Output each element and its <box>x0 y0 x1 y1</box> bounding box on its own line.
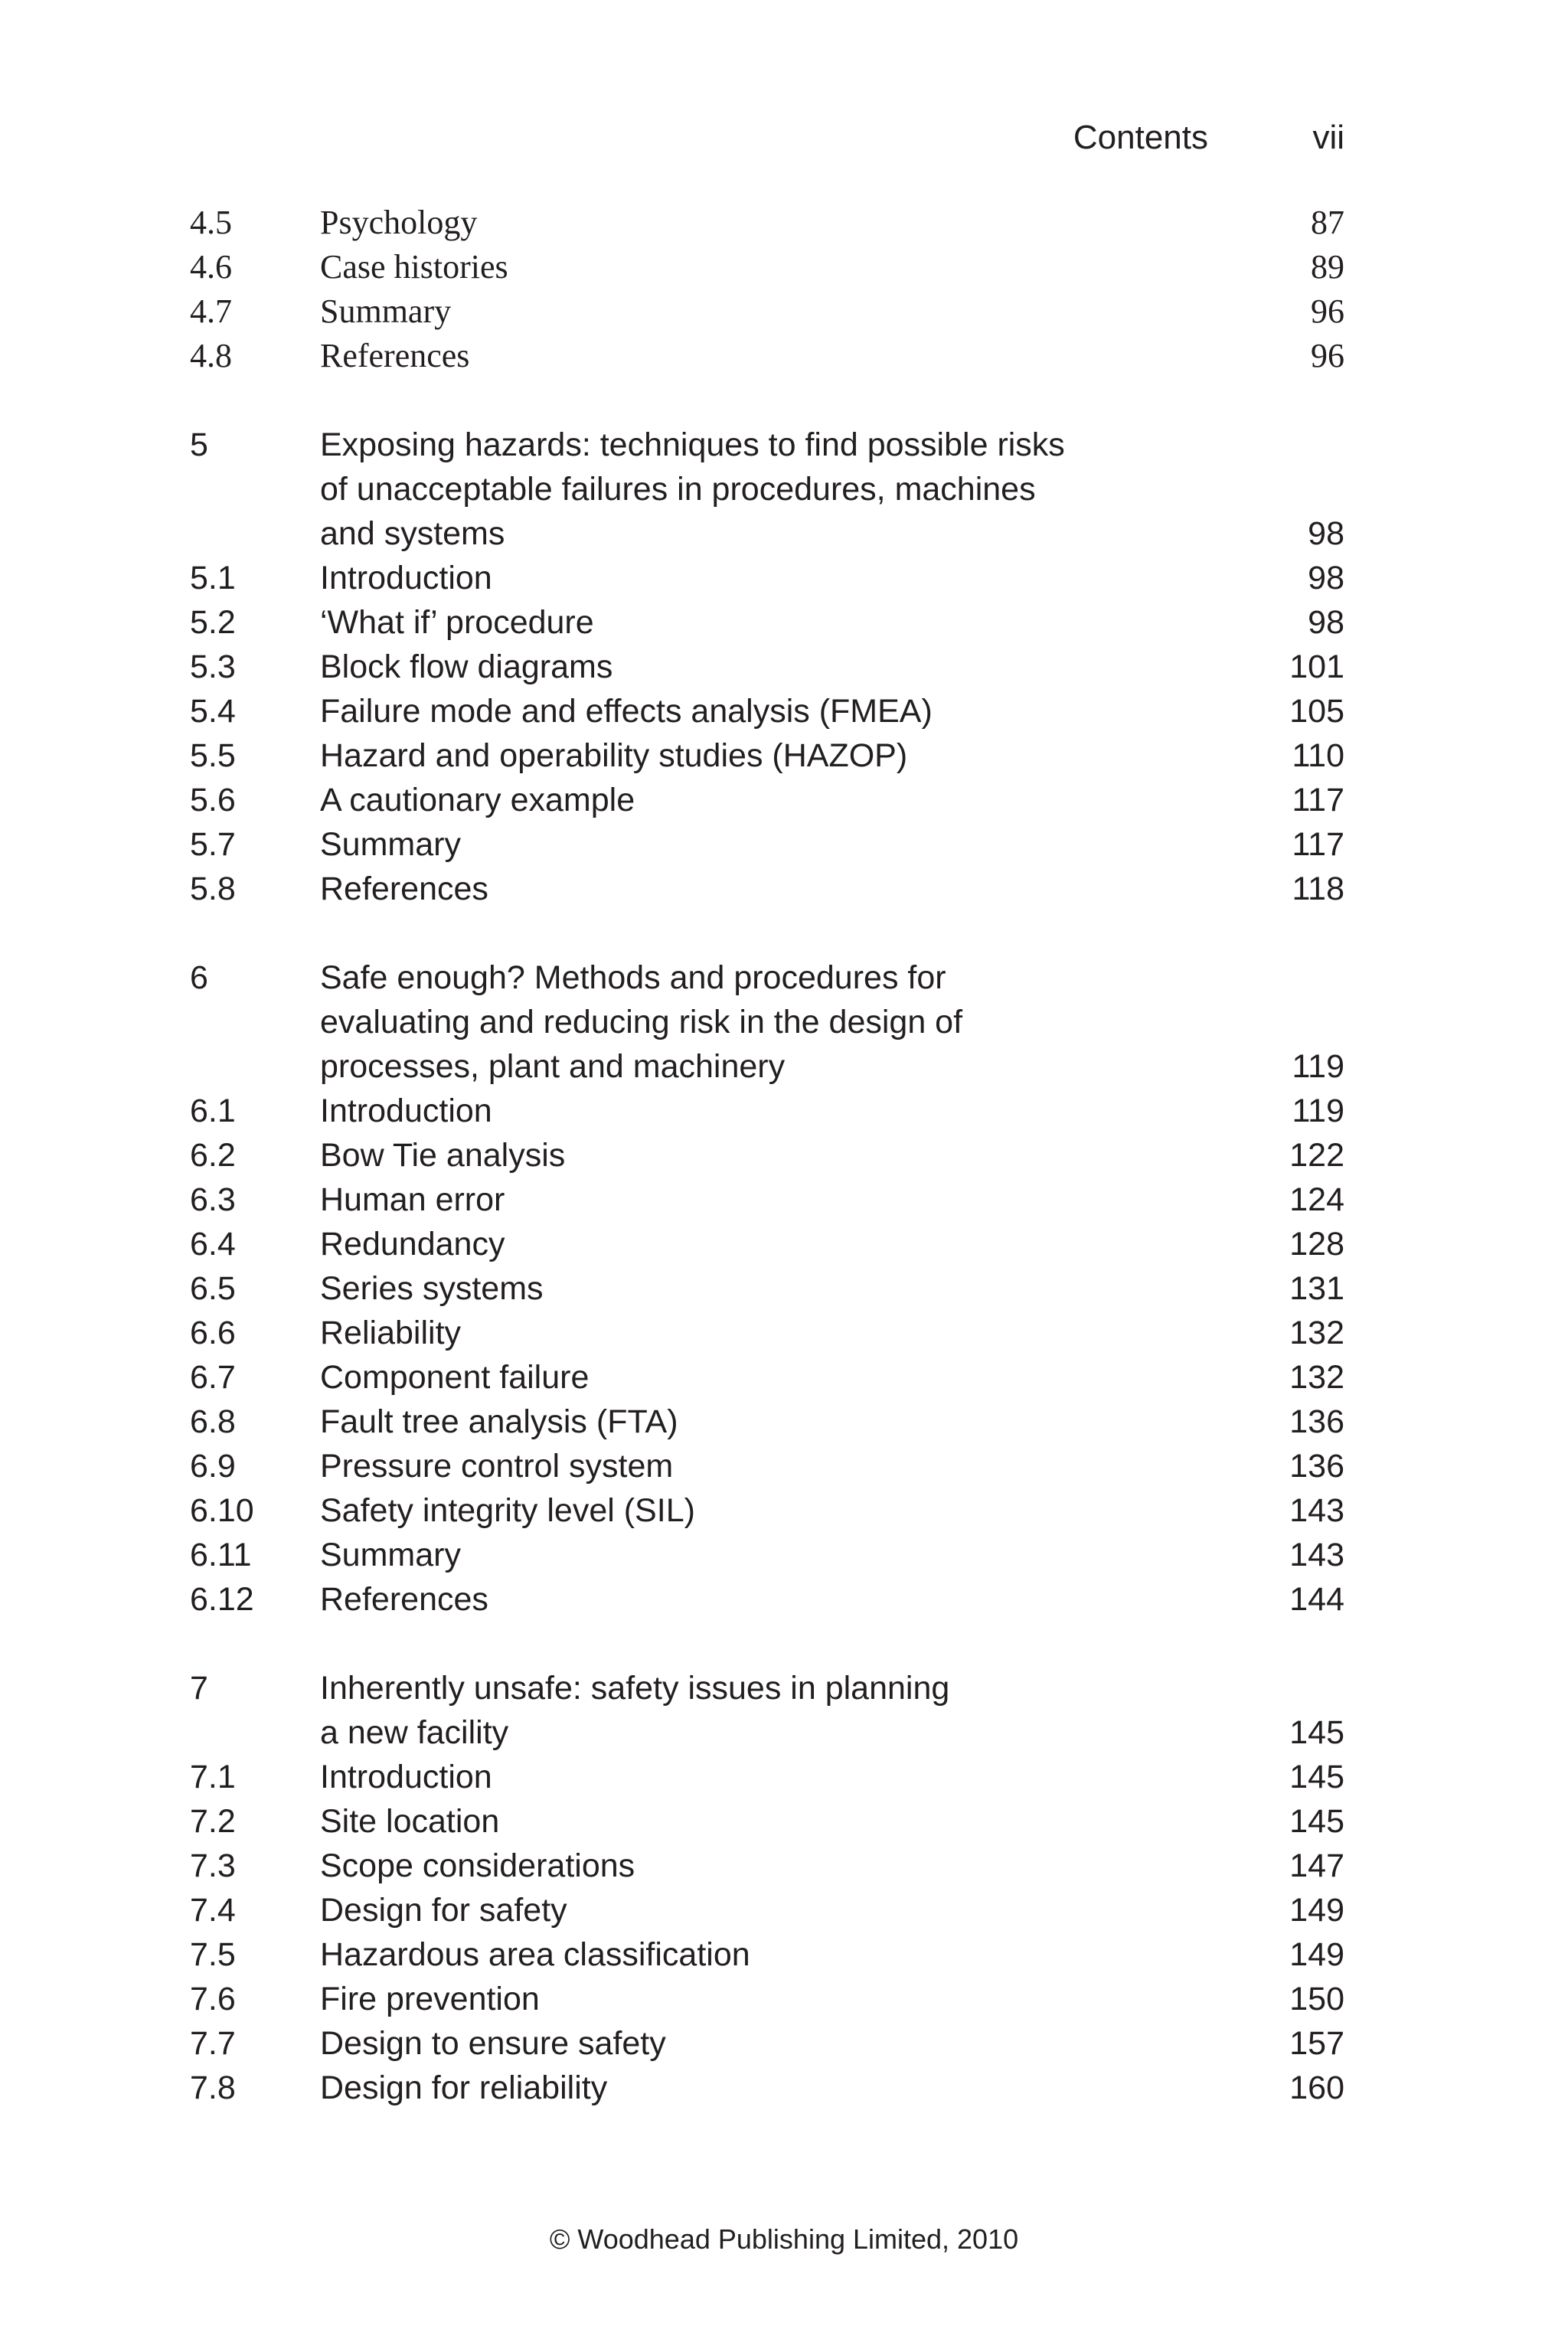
toc-section-row <box>0 1533 1568 1577</box>
toc-section-row <box>0 556 1568 600</box>
entry-title: Pressure control system <box>320 1448 674 1485</box>
header-page-number: vii <box>1312 119 1344 156</box>
entry-page: 132 <box>1289 1315 1344 1351</box>
toc-section-row <box>0 1577 1568 1622</box>
entry-title: Series systems <box>320 1270 544 1307</box>
toc-section-row <box>0 1311 1568 1355</box>
chapter-title-line <box>0 423 1568 467</box>
entry-title: Summary <box>320 1537 461 1573</box>
entry-title: Design for reliability <box>320 2069 608 2106</box>
toc-section-row <box>0 600 1568 645</box>
entry-number: 5 <box>190 426 208 463</box>
chapter-heading <box>0 956 1568 1089</box>
header-title: Contents <box>1073 119 1208 156</box>
entry-page: 117 <box>1292 826 1344 863</box>
toc-section-row <box>0 1400 1568 1444</box>
entry-title: Safe enough? Methods and procedures for <box>320 959 946 996</box>
entry-page: 128 <box>1289 1226 1344 1263</box>
entry-title: References <box>320 871 488 907</box>
entry-page: 117 <box>1292 782 1344 818</box>
entry-page: 122 <box>1289 1137 1344 1174</box>
entry-title: Fire prevention <box>320 1981 540 2017</box>
entry-number: 6.11 <box>190 1537 252 1573</box>
entry-page: 131 <box>1289 1270 1344 1307</box>
entry-number: 6.8 <box>190 1403 236 1440</box>
entry-title: Introduction <box>320 1759 492 1795</box>
entry-page: 98 <box>1308 560 1344 596</box>
entry-number: 5.8 <box>190 871 236 907</box>
toc-section-row <box>0 289 1568 334</box>
entry-number: 6.5 <box>190 1270 236 1307</box>
section-group-4 <box>0 201 1568 378</box>
toc-section-row <box>0 2021 1568 2066</box>
entry-title: Introduction <box>320 560 492 596</box>
entry-number: 6.9 <box>190 1448 236 1485</box>
entry-title: References <box>320 1581 488 1618</box>
entry-number: 7.6 <box>190 1981 236 2017</box>
chapter-title-line <box>0 1044 1568 1089</box>
entry-page: 145 <box>1289 1759 1344 1795</box>
entry-page: 160 <box>1289 2069 1344 2106</box>
toc-section-row <box>0 334 1568 378</box>
entry-title: Exposing hazards: techniques to find possible risks <box>320 426 1065 463</box>
toc-section-row <box>0 867 1568 911</box>
entry-page: 145 <box>1289 1803 1344 1840</box>
chapter-title-line <box>0 1000 1568 1044</box>
toc-section-row <box>0 645 1568 689</box>
entry-page: 132 <box>1289 1359 1344 1396</box>
entry-page: 144 <box>1289 1581 1344 1618</box>
entry-page: 143 <box>1289 1492 1344 1529</box>
toc-section-row <box>0 1844 1568 1888</box>
entry-page: 105 <box>1289 693 1344 730</box>
entry-number: 5.6 <box>190 782 236 818</box>
toc-section-row <box>0 1932 1568 1977</box>
entry-number: 5.4 <box>190 693 236 730</box>
entry-page: 98 <box>1308 604 1344 641</box>
toc-section-row <box>0 245 1568 289</box>
toc-section-row <box>0 822 1568 867</box>
entry-title: processes, plant and machinery <box>320 1048 786 1085</box>
entry-number: 7.2 <box>190 1803 236 1840</box>
entry-number: 4.7 <box>190 292 232 330</box>
entry-page: 119 <box>1292 1048 1344 1085</box>
toc-section-row <box>0 1355 1568 1400</box>
entry-page: 118 <box>1292 871 1344 907</box>
toc-section-row <box>0 2066 1568 2110</box>
entry-number: 6.3 <box>190 1181 236 1218</box>
entry-number: 7.8 <box>190 2069 236 2106</box>
entry-page: 136 <box>1289 1403 1344 1440</box>
entry-number: 4.6 <box>190 248 232 286</box>
entry-page: 87 <box>1311 204 1344 241</box>
entry-page: 149 <box>1289 1892 1344 1929</box>
toc-section-row <box>0 1977 1568 2021</box>
entry-number: 6.10 <box>190 1492 254 1529</box>
entry-number: 6.7 <box>190 1359 236 1396</box>
entry-number: 7.7 <box>190 2025 236 2062</box>
entry-title: Fault tree analysis (FTA) <box>320 1403 678 1440</box>
entry-title: and systems <box>320 515 505 552</box>
entry-title: A cautionary example <box>320 782 635 818</box>
toc-section-row <box>0 1266 1568 1311</box>
toc-section-row <box>0 733 1568 778</box>
toc-section-row <box>0 201 1568 245</box>
chapter-title-line <box>0 1710 1568 1755</box>
chapter-block <box>0 423 1568 911</box>
toc-section-row <box>0 1222 1568 1266</box>
toc-section-row <box>0 1888 1568 1932</box>
entry-title: Site location <box>320 1803 500 1840</box>
entry-title: Summary <box>320 292 452 330</box>
chapter-title-line <box>0 1666 1568 1710</box>
chapter-block <box>0 956 1568 1622</box>
entry-number: 7.5 <box>190 1936 236 1973</box>
entry-number: 5.3 <box>190 648 236 685</box>
entry-number: 5.1 <box>190 560 236 596</box>
entry-title: Design for safety <box>320 1892 567 1929</box>
toc-section-row <box>0 1799 1568 1844</box>
entry-number: 7.1 <box>190 1759 236 1795</box>
chapter-title-line <box>0 467 1568 511</box>
entry-page: 119 <box>1292 1093 1344 1129</box>
entry-number: 6.1 <box>190 1093 236 1129</box>
entry-title: Human error <box>320 1181 505 1218</box>
entry-title: of unacceptable failures in procedures, machines <box>320 471 1036 508</box>
entry-number: 6.6 <box>190 1315 236 1351</box>
entry-page: 147 <box>1289 1847 1344 1884</box>
chapter-title-line <box>0 956 1568 1000</box>
entry-page: 136 <box>1289 1448 1344 1485</box>
entry-number: 6.2 <box>190 1137 236 1174</box>
entry-number: 5.2 <box>190 604 236 641</box>
entry-page: 101 <box>1289 648 1344 685</box>
entry-title: Redundancy <box>320 1226 505 1263</box>
entry-page: 145 <box>1289 1714 1344 1751</box>
entry-title: Introduction <box>320 1093 492 1129</box>
toc-section-row <box>0 1755 1568 1799</box>
entry-number: 4.8 <box>190 337 232 374</box>
entry-title: Case histories <box>320 248 508 286</box>
toc-section-row <box>0 1488 1568 1533</box>
chapter-heading <box>0 1666 1568 1755</box>
entry-title: Design to ensure safety <box>320 2025 666 2062</box>
entry-number: 4.5 <box>190 204 232 241</box>
entry-page: 143 <box>1289 1537 1344 1573</box>
entry-page: 96 <box>1311 337 1344 374</box>
entry-title: ‘What if’ procedure <box>320 604 594 641</box>
table-of-contents <box>0 201 1568 2110</box>
entry-title: Block flow diagrams <box>320 648 613 685</box>
entry-number: 6.4 <box>190 1226 236 1263</box>
copyright-footer: © Woodhead Publishing Limited, 2010 <box>549 2223 1019 2255</box>
entry-page: 89 <box>1311 248 1344 286</box>
entry-title: Hazard and operability studies (HAZOP) <box>320 737 908 774</box>
entry-page: 124 <box>1289 1181 1344 1218</box>
toc-section-row <box>0 689 1568 733</box>
entry-number: 6.12 <box>190 1581 254 1618</box>
chapter-title-line <box>0 511 1568 556</box>
entry-number: 7 <box>190 1670 208 1707</box>
entry-title: Reliability <box>320 1315 462 1351</box>
chapter-heading <box>0 423 1568 556</box>
entry-title: Psychology <box>320 204 478 241</box>
entry-number: 7.4 <box>190 1892 236 1929</box>
entry-title: Safety integrity level (SIL) <box>320 1492 695 1529</box>
entry-title: References <box>320 337 470 374</box>
entry-page: 110 <box>1292 737 1344 774</box>
entry-page: 98 <box>1308 515 1344 552</box>
chapter-block <box>0 1666 1568 2110</box>
entry-title: Hazardous area classification <box>320 1936 750 1973</box>
entry-number: 5.7 <box>190 826 236 863</box>
entry-page: 157 <box>1289 2025 1344 2062</box>
entry-page: 149 <box>1289 1936 1344 1973</box>
entry-title: Scope considerations <box>320 1847 635 1884</box>
toc-section-row <box>0 1089 1568 1133</box>
entry-title: Inherently unsafe: safety issues in planning <box>320 1670 950 1707</box>
entry-title: a new facility <box>320 1714 509 1751</box>
running-header <box>0 115 1568 161</box>
entry-title: Bow Tie analysis <box>320 1137 566 1174</box>
entry-title: Summary <box>320 826 461 863</box>
entry-page: 96 <box>1311 292 1344 330</box>
entry-number: 7.3 <box>190 1847 236 1884</box>
toc-section-row <box>0 1444 1568 1488</box>
toc-section-row <box>0 778 1568 822</box>
toc-section-row <box>0 1178 1568 1222</box>
entry-title: Component failure <box>320 1359 590 1396</box>
entry-number: 5.5 <box>190 737 236 774</box>
entry-title: Failure mode and effects analysis (FMEA) <box>320 693 933 730</box>
entry-title: evaluating and reducing risk in the design of <box>320 1004 963 1040</box>
entry-page: 150 <box>1289 1981 1344 2017</box>
toc-section-row <box>0 1133 1568 1178</box>
entry-number: 6 <box>190 959 208 996</box>
